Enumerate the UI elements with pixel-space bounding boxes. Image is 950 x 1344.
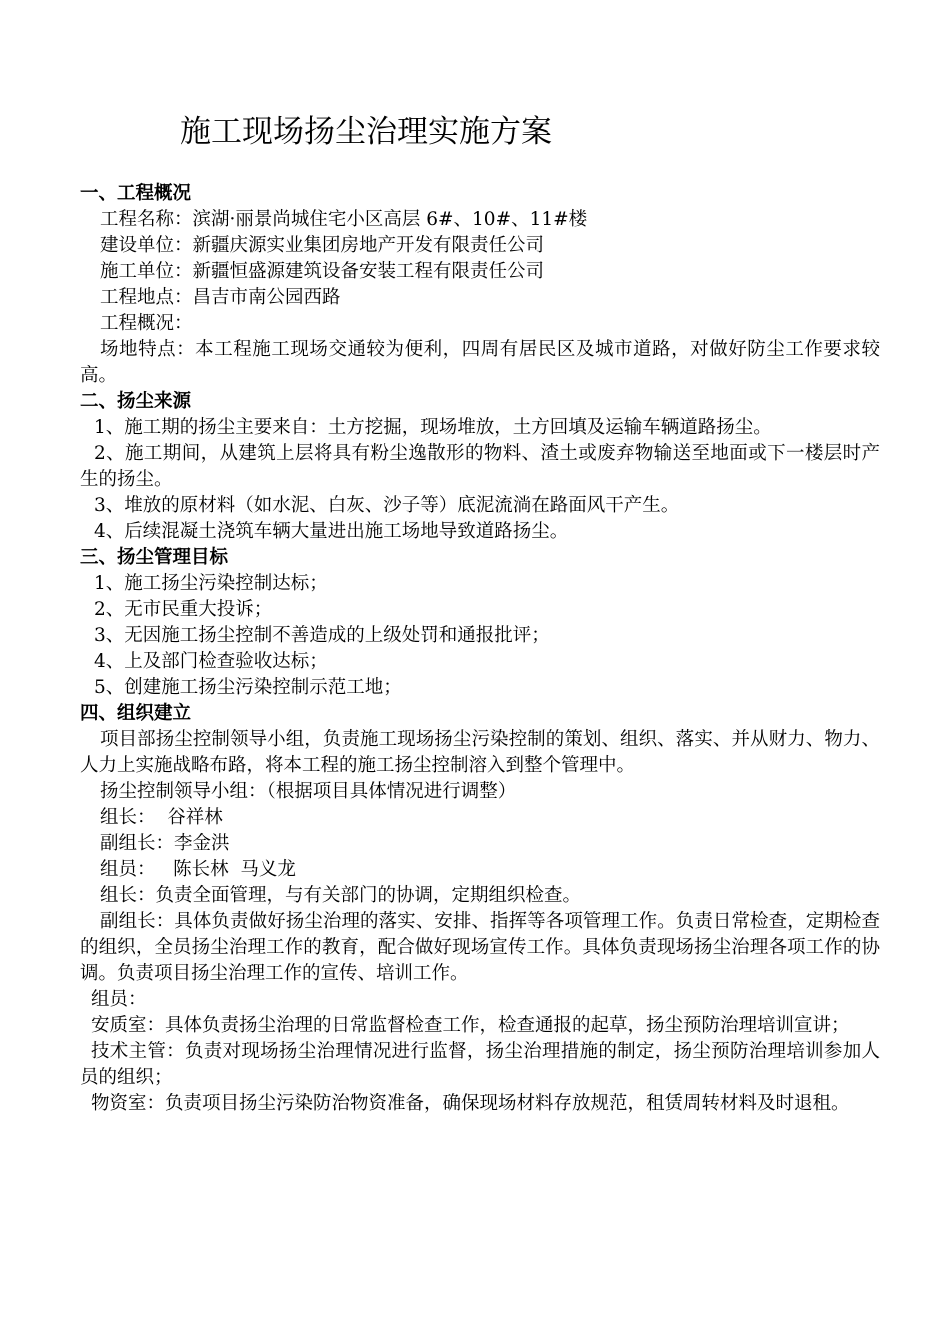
group-members: 组员： 陈长林 马义龙	[100, 859, 296, 880]
contractor-unit: 施工单位：新疆恒盛源建筑设备安装工程有限责任公司	[100, 261, 545, 282]
leader-duty: 组长：负责全面管理，与有关部门的协调，定期组织检查。	[100, 885, 582, 906]
document-title: 施工现场扬尘治理实施方案	[180, 114, 552, 150]
section-heading-dust-sources: 二、扬尘来源	[80, 391, 192, 412]
list-item: 3、堆放的原材料（如水泥、白灰、沙子等）底泥流淌在路面风干产生。	[94, 495, 680, 516]
supply-office-duty: 物资室：负责项目扬尘污染防治物资准备，确保现场材料存放规范，租赁周转材料及时退租。	[91, 1093, 850, 1114]
leading-group: 扬尘控制领导小组：（根据项目具体情况进行调整）	[100, 781, 517, 802]
safety-office-duty: 安质室：具体负责扬尘治理的日常监督检查工作，检查通报的起草，扬尘预防治理培训宣讲；	[91, 1015, 850, 1036]
builder-unit: 建设单位：新疆庆源实业集团房地产开发有限责任公司	[100, 235, 545, 256]
section-heading-targets: 三、扬尘管理目标	[80, 547, 229, 568]
list-item: 2、施工期间，从建筑上层将具有粉尘逸散形的物料、渣土或废弃物输送至地面或下一楼层时产生的扬尘。	[80, 443, 880, 490]
list-item: 2、无市民重大投诉；	[94, 599, 273, 620]
members-label: 组员：	[91, 989, 147, 1010]
group-leader: 组长： 谷祥林	[100, 807, 223, 828]
list-item: 4、上及部门检查验收达标；	[94, 651, 328, 672]
organization-intro: 项目部扬尘控制领导小组，负责施工现场扬尘污染控制的策划、组织、落实、并从财力、物力、人力上实施战略布路，将本工程的施工扬尘控制溶入到整个管理中。	[80, 729, 880, 776]
section-heading-organization: 四、组织建立	[80, 703, 192, 724]
technical-lead-duty: 技术主管：负责对现场扬尘治理情况进行监督，扬尘治理措施的制定，扬尘预防治理培训参加人员的组织；	[80, 1041, 880, 1088]
list-item: 1、施工期的扬尘主要来自：土方挖掘，现场堆放，土方回填及运输车辆道路扬尘。	[94, 417, 772, 438]
deputy-duty: 副组长：具体负责做好扬尘治理的落实、安排、指挥等各项管理工作。负责日常检查，定期检查的组织，全员扬尘治理工作的教育，配合做好现场宣传工作。具体负责现场扬尘治理各项工作的协调。负责项目扬尘治理工作的宣传、培训工作。	[80, 911, 880, 984]
list-item: 3、无因施工扬尘控制不善造成的上级处罚和通报批评；	[94, 625, 550, 646]
document-body	[80, 181, 880, 1117]
project-name: 工程名称：滨湖·丽景尚城住宅小区高层 6#、10#、11#楼	[100, 209, 588, 230]
project-overview-label: 工程概况：	[100, 313, 193, 334]
list-item: 5、创建施工扬尘污染控制示范工地；	[94, 677, 402, 698]
project-location: 工程地点：昌吉市南公园西路	[100, 287, 341, 308]
list-item: 4、后续混凝土浇筑车辆大量进出施工场地导致道路扬尘。	[94, 521, 569, 542]
section-heading-overview: 一、工程概况	[80, 183, 192, 204]
deputy-leader: 副组长：李金洪	[100, 833, 230, 854]
site-features: 场地特点：本工程施工现场交通较为便利，四周有居民区及城市道路，对做好防尘工作要求较高。	[80, 339, 880, 386]
list-item: 1、施工扬尘污染控制达标；	[94, 573, 328, 594]
